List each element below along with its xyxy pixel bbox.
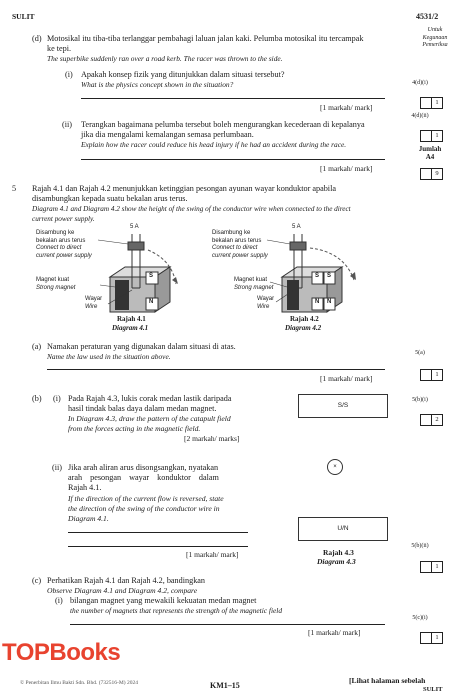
mark-box-4dii-max: 1 bbox=[431, 130, 443, 142]
q5-number: 5 bbox=[12, 184, 17, 193]
q4di-text-ms: Apakah konsep fizik yang ditunjukkan dalam situasi tersebut? bbox=[81, 70, 285, 79]
diagram-4-1-caption-en: Diagram 4.1 bbox=[112, 324, 149, 332]
q4dii-text-en: Explain how the racer could reduce his head injury if he had an accident during the race. bbox=[81, 140, 347, 149]
q5bi-mark: [2 markah/ marks] bbox=[184, 434, 240, 443]
q5a-text-en: Name the law used in the situation above. bbox=[47, 352, 171, 361]
mark-label-5bii: 5(b)(ii) bbox=[411, 543, 429, 549]
diagram-4-1 bbox=[36, 222, 200, 337]
diagram-4-2-pole-s1: S bbox=[315, 273, 320, 279]
mark-box-5ci-max: 1 bbox=[431, 632, 443, 644]
q5bi-text-en-2: from the forces acting in the magnetic field. bbox=[68, 424, 201, 433]
q4dii-mark: [1 markah/ mark] bbox=[320, 164, 373, 173]
q5bii-answer-line-1[interactable] bbox=[68, 532, 248, 533]
mark-label-4dii: 4(d)(ii) bbox=[411, 113, 429, 119]
diagram-4-1-magnet-label: Magnet kuat Strong magnet bbox=[36, 277, 76, 291]
q5a-answer-line[interactable] bbox=[47, 369, 385, 370]
diagram-4-2-current: 5 A bbox=[292, 224, 301, 230]
diagram-4-1-wire-label: Wayar Wire bbox=[85, 296, 103, 310]
q5c-text-ms: Perhatikan Rajah 4.1 dan Rajah 4.2, bandingkan bbox=[47, 576, 206, 585]
examiner-use-note: Untuk Kegunaan Pemeriksa bbox=[422, 27, 448, 48]
q5c-text-en: Observe Diagram 4.1 and Diagram 4.2, compare bbox=[47, 586, 198, 595]
q4d-label: (d) bbox=[32, 34, 42, 43]
diagram-4-3-caption-en: Diagram 4.3 bbox=[317, 557, 356, 566]
q5ci-answer-line[interactable] bbox=[70, 624, 385, 625]
q4dii-text-ms-1: Terangkan bagaimana pelumba tersebut boleh mengurangkan kecederaan di kepalanya bbox=[81, 120, 365, 129]
diagram-4-2-pole-n1: N bbox=[315, 299, 320, 305]
q5ci-label: (i) bbox=[55, 596, 63, 605]
diagram-4-3-bottom-magnet: U/N bbox=[298, 517, 388, 541]
q5bii-text-ms-2: arah pesongan wayar konduktor dalam bbox=[68, 473, 219, 482]
q5bi-text-en-1: In Diagram 4.3, draw the pattern of the catapult field bbox=[68, 414, 231, 423]
topbooks-logo: TOPBooks bbox=[2, 639, 121, 666]
mark-box-5bii-max: 1 bbox=[431, 561, 443, 573]
q4dii-text-ms-2: jika dia mengalami kemalangan semasa perlumbaan. bbox=[81, 130, 254, 139]
q5bii-text-en-2: the direction of the swing of the conductor wire in bbox=[68, 504, 220, 513]
q5-text-ms-1: Rajah 4.1 dan Rajah 4.2 menunjukkan ketinggian pesongan ayunan wayar konduktor apabila bbox=[32, 184, 336, 193]
diagram-4-1-pole-s: S bbox=[149, 273, 154, 279]
q4di-text-en: What is the physics concept shown in the situation? bbox=[81, 80, 234, 89]
q5a-mark: [1 markah/ mark] bbox=[320, 374, 373, 383]
mark-box-5bi-max: 2 bbox=[431, 414, 443, 426]
diagram-4-1-caption-ms: Rajah 4.1 bbox=[117, 315, 146, 323]
diagram-4-1-current: 5 A bbox=[130, 224, 139, 230]
q4d-text-en: The superbike suddenly ran over a road kerb. The racer was thrown to the side. bbox=[47, 54, 283, 63]
q4di-mark: [1 markah/ mark] bbox=[320, 103, 373, 112]
diagram-4-2 bbox=[212, 222, 382, 337]
q5bii-text-en-3: Diagram 4.1. bbox=[68, 514, 109, 523]
q5-text-en-2: current power supply. bbox=[32, 215, 95, 223]
footer-publisher: © Penerbitan Ilmu Bakti Sdn. Bhd. (732516-M) 2024 bbox=[20, 680, 138, 686]
q4d-text-ms-1: Motosikal itu tiba-tiba terlanggar pembahagi laluan jalan kaki. Pelumba motosikal itu tercampak bbox=[47, 34, 364, 43]
q4di-label: (i) bbox=[65, 70, 73, 79]
q5bii-mark: [1 markah/ mark] bbox=[186, 550, 239, 559]
q5bi-text-ms-1: Pada Rajah 4.3, lukis corak medan lastik daripada bbox=[68, 394, 232, 403]
diagram-4-3-top-magnet: S/S bbox=[298, 394, 388, 418]
diagram-4-2-pole-n2: N bbox=[327, 299, 332, 305]
diagram-4-2-supply-label: Disambung ke bekalan arus terus Connect to direct current power supply bbox=[212, 230, 268, 259]
diagram-4-2-drawing bbox=[262, 222, 382, 337]
q5ci-text-ms: bilangan magnet yang mewakili kekuatan medan magnet bbox=[70, 596, 257, 605]
footer-page-code: KM1–15 bbox=[210, 681, 240, 690]
diagram-4-2-wire-label: Wayar Wire bbox=[257, 296, 275, 310]
q5-text-en-1: Diagram 4.1 and Diagram 4.2 show the height of the swing of the conductor wire when connected to the direct bbox=[32, 205, 351, 213]
q5c-label: (c) bbox=[32, 576, 42, 585]
mark-box-5a-max: 1 bbox=[431, 369, 443, 381]
diagram-4-2-caption-en: Diagram 4.2 bbox=[285, 324, 322, 332]
header-sulit: SULIT bbox=[12, 12, 35, 21]
diagram-4-1-pole-n: N bbox=[149, 299, 154, 305]
diagram-4-2-pole-s2: S bbox=[327, 273, 332, 279]
q5b-label: (b) bbox=[32, 394, 42, 403]
q5bii-label: (ii) bbox=[52, 463, 63, 472]
conductor-cross-section-icon[interactable]: × bbox=[327, 459, 343, 475]
q5bi-text-ms-2: hasil tindak balas daya dalam medan magnet. bbox=[68, 404, 217, 413]
q4dii-label: (ii) bbox=[62, 120, 73, 129]
q5ci-mark: [1 markah/ mark] bbox=[308, 628, 361, 637]
mark-label-4di: 4(d)(i) bbox=[412, 80, 428, 86]
q4di-answer-line[interactable] bbox=[81, 98, 385, 99]
diagram-4-3-caption-ms: Rajah 4.3 bbox=[323, 548, 354, 557]
diagram-4-1-supply-label: Disambung ke bekalan arus terus Connect to direct current power supply bbox=[36, 230, 92, 259]
jumlah-label: Jumlah A4 bbox=[418, 145, 442, 161]
footer-sulit: SULIT bbox=[423, 686, 443, 693]
q5ci-text-en: the number of magnets that represents the strength of the magnetic field bbox=[70, 606, 283, 615]
mark-box-4di-max: 1 bbox=[431, 97, 443, 109]
mark-label-5ci: 5(c)(i) bbox=[412, 615, 428, 621]
q5bi-label: (i) bbox=[53, 394, 61, 403]
q4dii-answer-line[interactable] bbox=[81, 159, 385, 160]
mark-box-jumlah-max: 9 bbox=[431, 168, 443, 180]
mark-label-5bi: 5(b)(i) bbox=[412, 397, 428, 403]
q4d-text-ms-2: ke tepi. bbox=[47, 44, 72, 53]
footer-next-page: [Lihat halaman sebelah bbox=[349, 676, 426, 685]
q5bii-answer-line-2[interactable] bbox=[68, 546, 248, 547]
q5a-label: (a) bbox=[32, 342, 42, 351]
q5-text-ms-2: disambungkan kepada suatu bekalan arus terus. bbox=[32, 194, 188, 203]
diagram-4-2-caption-ms: Rajah 4.2 bbox=[290, 315, 319, 323]
header-paper-code: 4531/2 bbox=[416, 12, 439, 21]
q5bii-text-ms-3: Rajah 4.1. bbox=[68, 483, 102, 492]
diagram-4-2-magnet-label: Magnet kuat Strong magnet bbox=[234, 277, 274, 291]
q5bii-text-en-1: If the direction of the current flow is reversed, state bbox=[68, 494, 224, 503]
q5bii-text-ms-1: Jika arah aliran arus disongsangkan, nyatakan bbox=[68, 463, 219, 472]
q5a-text-ms: Namakan peraturan yang digunakan dalam situasi di atas. bbox=[47, 342, 236, 351]
mark-label-5a: 5(a) bbox=[415, 350, 425, 356]
